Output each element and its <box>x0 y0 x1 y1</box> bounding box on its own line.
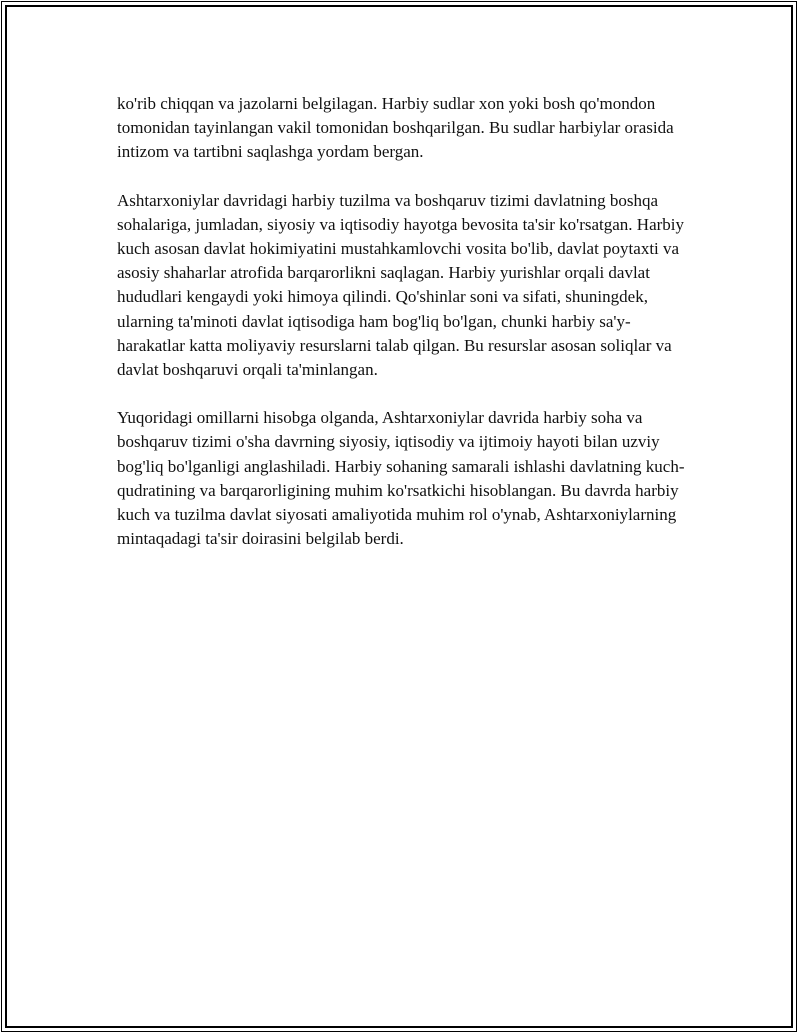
document-body <box>117 92 697 575</box>
paragraph-3: Yuqoridagi omillarni hisobga olganda, Ashtarxoniylar davrida harbiy soha va boshqaruv tizimi o'sha davrning siyosiy, iqtisodiy va ijtimoiy hayoti bilan uzviy bog'liq bo'lganligi anglashiladi. Harbiy sohaning samarali ishlashi davlatning kuch-qudratining va barqarorligining muhim ko'rsatkichi hisoblangan. Bu davrda harbiy kuch va tuzilma davlat siyosati amaliyotida muhim rol o'ynab, Ashtarxoniylarning mintaqadagi ta'sir doirasini belgilab berdi. <box>117 408 685 549</box>
paragraph-2: Ashtarxoniylar davridagi harbiy tuzilma va boshqaruv tizimi davlatning boshqa sohalariga, jumladan, siyosiy va iqtisodiy hayotga bevosita ta'sir ko'rsatgan. Harbiy kuch asosan davlat hokimiyatini mustahkamlovchi vosita bo'lib, davlat poytaxti va asosiy shaharlar atrofida barqarorlikni saqlagan. Harbiy yurishlar orqali davlat hududlari kengaydi yoki himoya qilindi. Qo'shinlar soni va sifati, shuningdek, ularning ta'minoti davlat iqtisodiga ham bog'liq bo'lgan, chunki harbiy sa'y-harakatlar katta moliyaviy resurslarni talab qilgan. Bu resurslar asosan soliqlar va davlat boshqaruvi orqali ta'minlangan. <box>117 190 685 380</box>
paragraph-1: ko'rib chiqqan va jazolarni belgilagan. Harbiy sudlar xon yoki bosh qo'mondon tomonidan tayinlangan vakil tomonidan boshqarilgan. Bu sudlar harbiylar orasida intizom va tartibni saqlashga yordam bergan. <box>117 94 674 162</box>
